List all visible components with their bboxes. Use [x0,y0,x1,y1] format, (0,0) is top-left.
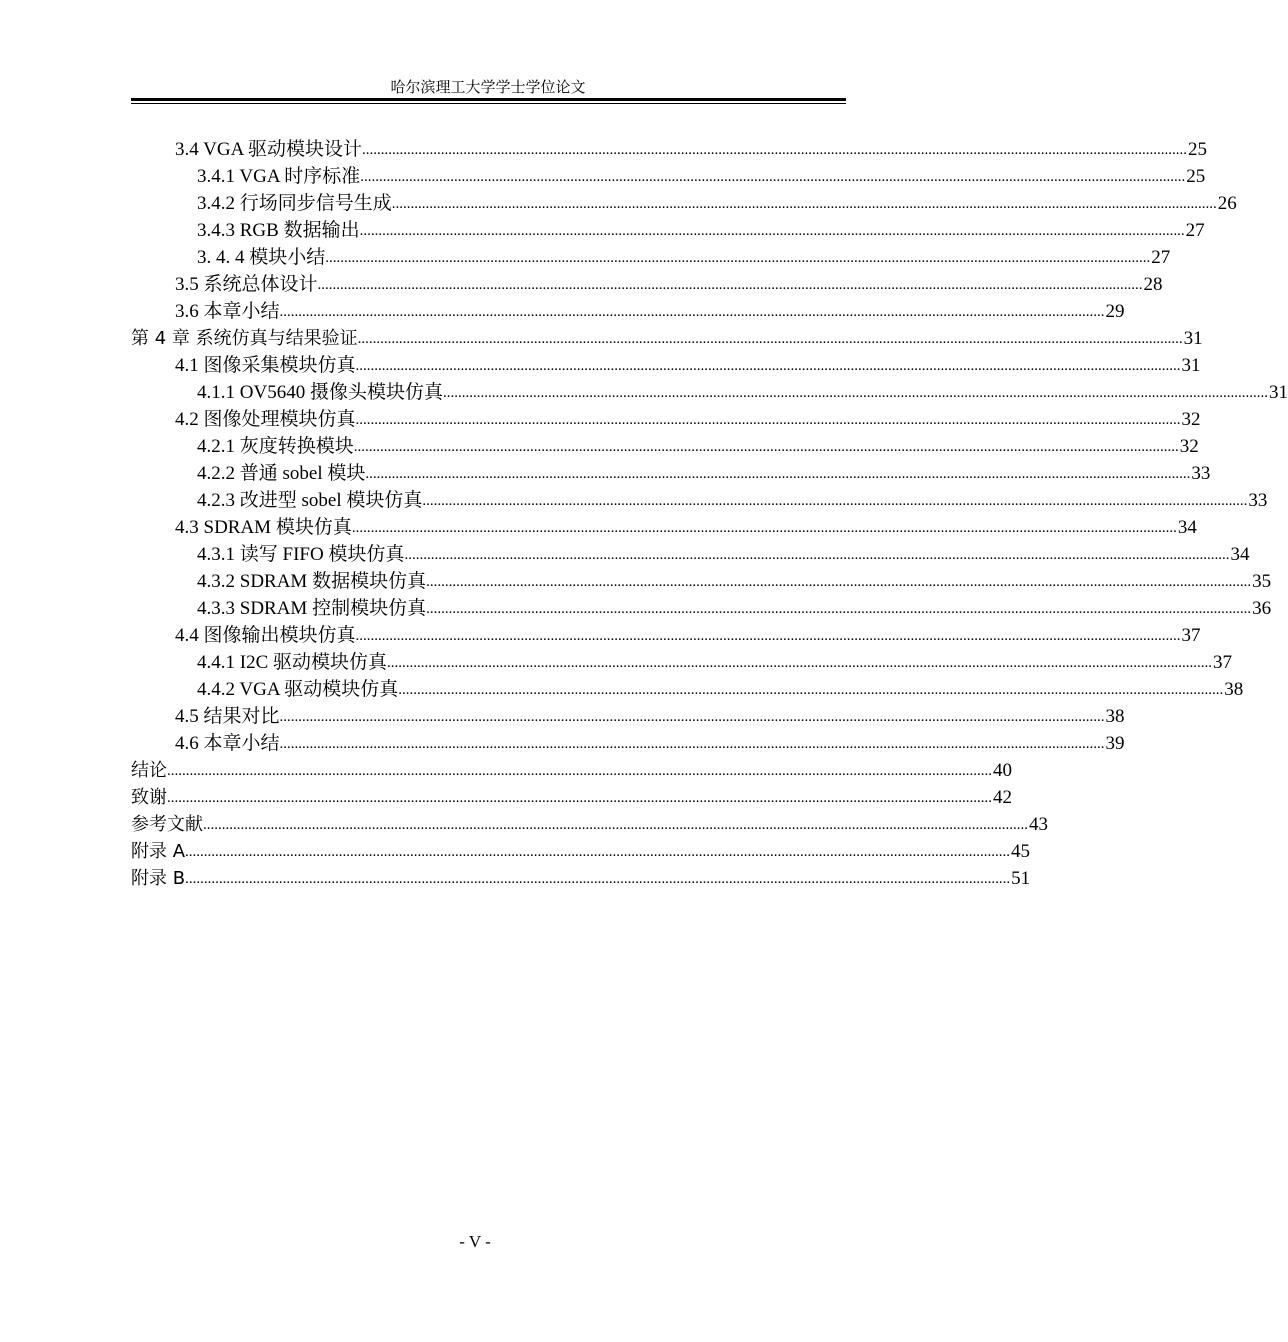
toc-entry-page: 42 [993,787,1012,808]
toc-entry-page: 32 [1179,436,1199,457]
toc-leader-dots: ............................................................................................................................................................................................................................ [355,628,1181,644]
toc-leader-dots: ............................................................................................................................................................................................................................ [203,817,1028,833]
toc-entry[interactable] [131,674,1244,701]
toc-leader-dots: ............................................................................................................................................................................................................................ [355,412,1181,428]
toc-entry[interactable] [131,188,1237,215]
toc-leader-dots: ............................................................................................................................................................................................................................ [359,223,1185,239]
toc-entry-page: 45 [1011,841,1031,862]
toc-leader-dots: ............................................................................................................................................................................................................................ [426,574,1252,590]
toc-entry-page: 40 [993,760,1012,781]
toc-leader-dots: ............................................................................................................................................................................................................................ [391,196,1217,212]
toc-entry[interactable] [131,269,1163,296]
toc-entry-page: 34 [1177,517,1197,538]
toc-entry[interactable] [131,404,1201,431]
toc-entry-title: 4.6 本章小结 [175,733,280,754]
toc-entry-page: 26 [1217,193,1237,214]
toc-entry[interactable] [131,836,1031,863]
toc-leader-dots: ............................................................................................................................................................................................................................ [365,466,1191,482]
toc-entry-page: 27 [1151,247,1171,268]
toc-entry[interactable] [131,512,1197,539]
toc-leader-dots: ............................................................................................................................................................................................................................ [442,385,1268,401]
toc-entry-page: 31 [1183,328,1203,349]
toc-entry-title: 4.5 结果对比 [175,706,280,727]
toc-leader-dots: ............................................................................................................................................................................................................................ [317,277,1143,293]
toc-leader-dots: ............................................................................................................................................................................................................................ [279,709,1105,725]
toc-leader-dots: ............................................................................................................................................................................................................................ [362,142,1188,158]
toc-entry-page: 32 [1181,409,1201,430]
toc-entry-title: 4.3.3 SDRAM 控制模块仿真 [197,598,427,619]
toc-entry-title: 3.4.3 RGB 数据输出 [197,220,360,241]
toc-entry-title: 4.3 SDRAM 模块仿真 [175,517,352,538]
toc-entry-title: 3.6 本章小结 [175,301,280,322]
toc-entry[interactable] [131,323,1203,350]
toc-entry[interactable] [131,458,1211,485]
toc-entry-title: 附录 A [131,841,186,862]
toc-entry-page: 38 [1105,706,1125,727]
toc-entry-title: 致谢 [131,787,167,808]
toc-entry[interactable] [131,782,1012,809]
toc-entry[interactable] [131,728,1125,755]
toc-entry-page: 39 [1105,733,1125,754]
toc-entry-title: 4.4.1 I2C 驱动模块仿真 [197,652,388,673]
toc-entry-page: 28 [1143,274,1163,295]
toc-entry-title: 4.3.2 SDRAM 数据模块仿真 [197,571,427,592]
toc-entry-title: 4.1 图像采集模块仿真 [175,355,356,376]
toc-entry-title: 4.4 图像输出模块仿真 [175,625,356,646]
toc-entry[interactable] [131,809,1048,836]
table-of-contents [131,134,1288,890]
toc-entry-page: 31 [1181,355,1201,376]
toc-leader-dots: ............................................................................................................................................................................................................................ [167,790,992,806]
toc-entry[interactable] [131,242,1171,269]
toc-entry-title: 3. 4. 4 模块小结 [197,247,326,268]
toc-leader-dots: ............................................................................................................................................................................................................................ [357,331,1183,347]
toc-entry-page: 31 [1268,382,1288,403]
toc-leader-dots: ............................................................................................................................................................................................................................ [325,250,1151,266]
toc-entry[interactable] [131,620,1201,647]
toc-entry-title: 3.4.1 VGA 时序标准 [197,166,361,187]
toc-leader-dots: ............................................................................................................................................................................................................................ [398,682,1224,698]
toc-entry-title: 4.3.1 读写 FIFO 模块仿真 [197,544,405,565]
toc-leader-dots: ............................................................................................................................................................................................................................ [279,736,1105,752]
toc-entry-page: 33 [1248,490,1268,511]
toc-entry-title: 参考文献 [131,814,203,835]
toc-leader-dots: ............................................................................................................................................................................................................................ [355,358,1181,374]
toc-entry-title: 4.2.2 普通 sobel 模块 [197,463,366,484]
page-number: - V - [459,1232,491,1251]
header-rule-thin [131,103,846,104]
toc-entry-title: 第 4 章 系统仿真与结果验证 [131,328,358,349]
toc-entry-page: 51 [1011,868,1031,889]
toc-entry-page: 27 [1185,220,1205,241]
toc-entry-page: 38 [1224,679,1244,700]
toc-entry-page: 43 [1029,814,1048,835]
toc-entry-page: 37 [1213,652,1233,673]
toc-entry-title: 3.4.2 行场同步信号生成 [197,193,392,214]
page-header-title: 哈尔滨理工大学学士学位论文 [390,80,586,96]
toc-entry[interactable] [131,350,1201,377]
toc-entry-page: 35 [1252,571,1272,592]
toc-entry-title: 3.5 系统总体设计 [175,274,318,295]
toc-leader-dots: ............................................................................................................................................................................................................................ [185,871,1011,887]
toc-entry[interactable] [131,863,1031,890]
toc-leader-dots: ............................................................................................................................................................................................................................ [167,763,992,779]
toc-entry-title: 4.4.2 VGA 驱动模块仿真 [197,679,399,700]
header-rule-thick [131,98,846,101]
toc-leader-dots: ............................................................................................................................................................................................................................ [422,493,1248,509]
toc-entry-title: 4.1.1 OV5640 摄像头模块仿真 [197,382,443,403]
toc-entry-page: 25 [1188,139,1208,160]
toc-entry[interactable] [131,701,1125,728]
toc-leader-dots: ............................................................................................................................................................................................................................ [426,601,1252,617]
toc-entry[interactable] [131,566,1272,593]
toc-entry[interactable] [131,377,1288,404]
toc-entry-title: 4.2.3 改进型 sobel 模块仿真 [197,490,423,511]
toc-entry-title: 3.4 VGA 驱动模块设计 [175,139,363,160]
toc-entry[interactable] [131,485,1268,512]
toc-entry-page: 25 [1186,166,1206,187]
toc-leader-dots: ............................................................................................................................................................................................................................ [360,169,1186,185]
toc-leader-dots: ............................................................................................................................................................................................................................ [351,520,1177,536]
toc-entry-page: 33 [1191,463,1211,484]
toc-entry[interactable] [131,215,1205,242]
toc-entry-title: 结论 [131,760,167,781]
toc-entry-title: 4.2.1 灰度转换模块 [197,436,354,457]
toc-entry[interactable] [131,647,1233,674]
toc-entry-title: 附录 B [131,868,186,889]
toc-entry[interactable] [131,134,1208,161]
toc-entry[interactable] [131,296,1125,323]
toc-leader-dots: ............................................................................................................................................................................................................................ [185,844,1011,860]
toc-entry-title: 4.2 图像处理模块仿真 [175,409,356,430]
toc-entry-page: 36 [1252,598,1272,619]
toc-entry[interactable] [131,161,1206,188]
toc-leader-dots: ............................................................................................................................................................................................................................ [279,304,1105,320]
toc-leader-dots: ............................................................................................................................................................................................................................ [387,655,1213,671]
toc-entry[interactable] [131,593,1272,620]
toc-entry[interactable] [131,539,1250,566]
toc-entry-page: 34 [1230,544,1250,565]
toc-entry-page: 29 [1105,301,1125,322]
toc-entry[interactable] [131,755,1012,782]
toc-entry[interactable] [131,431,1199,458]
toc-leader-dots: ............................................................................................................................................................................................................................ [404,547,1230,563]
toc-leader-dots: ............................................................................................................................................................................................................................ [353,439,1179,455]
toc-entry-page: 37 [1181,625,1201,646]
